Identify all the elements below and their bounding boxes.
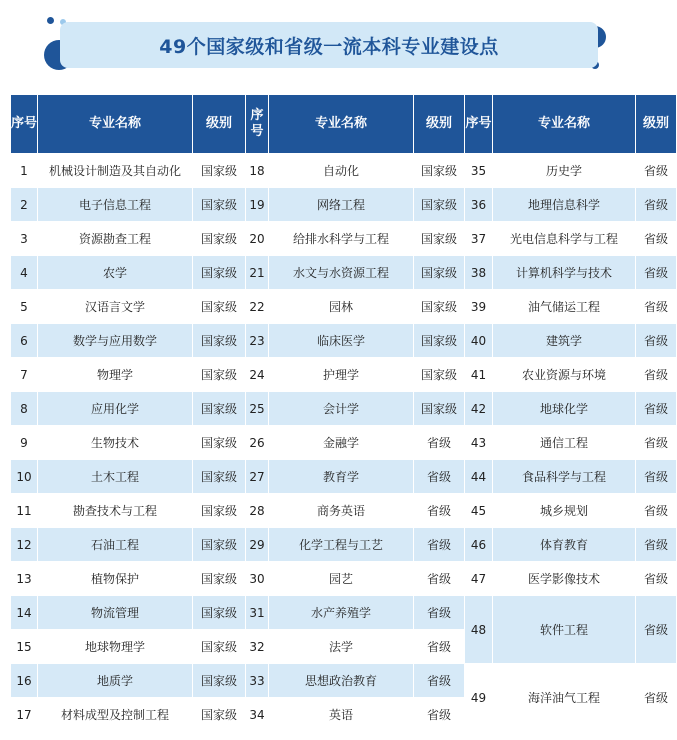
- table-row: [11, 256, 677, 290]
- cell-number: 29: [246, 528, 269, 562]
- cell-number: 33: [246, 664, 269, 698]
- cell-level: 国家级: [193, 494, 246, 528]
- cell-level: 省级: [414, 698, 465, 732]
- cell-major-name: 植物保护: [38, 562, 193, 596]
- cell-number: 18: [246, 154, 269, 188]
- header-no-1: 序号: [11, 95, 38, 154]
- cell-major-name: 临床医学: [269, 324, 414, 358]
- table-row: [11, 596, 677, 630]
- cell-major-name: 物流管理: [38, 596, 193, 630]
- cell-number: 11: [11, 494, 38, 528]
- header-no-3: 序号: [465, 95, 493, 154]
- cell-level: 省级: [636, 154, 677, 188]
- cell-number: 1: [11, 154, 38, 188]
- cell-number: 27: [246, 460, 269, 494]
- cell-level: 国家级: [414, 222, 465, 256]
- cell-level: 省级: [636, 392, 677, 426]
- cell-number: 5: [11, 290, 38, 324]
- cell-major-name: 园艺: [269, 562, 414, 596]
- cell-major-name: 化学工程与工艺: [269, 528, 414, 562]
- table-row: [11, 222, 677, 256]
- cell-level: 国家级: [193, 562, 246, 596]
- cell-level: 国家级: [193, 460, 246, 494]
- table-row: [11, 154, 677, 188]
- cell-level: 国家级: [193, 698, 246, 732]
- cell-level: 国家级: [193, 188, 246, 222]
- cell-level: 省级: [636, 664, 677, 732]
- cell-number: 49: [465, 664, 493, 732]
- cell-level: 省级: [636, 494, 677, 528]
- table-row: [11, 460, 677, 494]
- table-header-row: [11, 95, 677, 154]
- cell-level: 省级: [636, 358, 677, 392]
- cell-major-name: 农业资源与环境: [493, 358, 636, 392]
- cell-level: 国家级: [414, 324, 465, 358]
- cell-major-name: 地球化学: [493, 392, 636, 426]
- cell-number: 41: [465, 358, 493, 392]
- cell-major-name: 汉语言文学: [38, 290, 193, 324]
- cell-number: 24: [246, 358, 269, 392]
- cell-level: 国家级: [414, 154, 465, 188]
- cell-major-name: 土木工程: [38, 460, 193, 494]
- cell-major-name: 资源勘查工程: [38, 222, 193, 256]
- cell-number: 15: [11, 630, 38, 664]
- cell-major-name: 电子信息工程: [38, 188, 193, 222]
- cell-major-name: 通信工程: [493, 426, 636, 460]
- cell-number: 10: [11, 460, 38, 494]
- table-row: [11, 562, 677, 596]
- cell-level: 国家级: [414, 392, 465, 426]
- header-level-1: 级别: [193, 95, 246, 154]
- cell-level: 省级: [414, 630, 465, 664]
- cell-number: 44: [465, 460, 493, 494]
- cell-major-name: 城乡规划: [493, 494, 636, 528]
- cell-level: 国家级: [414, 188, 465, 222]
- header-name-1: 专业名称: [38, 95, 193, 154]
- cell-level: 省级: [414, 460, 465, 494]
- cell-number: 3: [11, 222, 38, 256]
- table-row: [11, 664, 677, 698]
- cell-major-name: 食品科学与工程: [493, 460, 636, 494]
- cell-number: 40: [465, 324, 493, 358]
- table-row: [11, 188, 677, 222]
- cell-number: 12: [11, 528, 38, 562]
- cell-number: 7: [11, 358, 38, 392]
- cell-number: 35: [465, 154, 493, 188]
- cell-major-name: 自动化: [269, 154, 414, 188]
- header-name-2: 专业名称: [269, 95, 414, 154]
- cell-major-name: 材料成型及控制工程: [38, 698, 193, 732]
- cell-level: 省级: [636, 256, 677, 290]
- header-name-3: 专业名称: [493, 95, 636, 154]
- cell-level: 省级: [414, 494, 465, 528]
- cell-major-name: 地球物理学: [38, 630, 193, 664]
- cell-major-name: 软件工程: [493, 596, 636, 664]
- cell-major-name: 海洋油气工程: [493, 664, 636, 732]
- cell-major-name: 数学与应用数学: [38, 324, 193, 358]
- table-row: [11, 528, 677, 562]
- cell-number: 45: [465, 494, 493, 528]
- cell-major-name: 油气储运工程: [493, 290, 636, 324]
- cell-major-name: 医学影像技术: [493, 562, 636, 596]
- cell-level: 省级: [636, 290, 677, 324]
- cell-level: 省级: [636, 426, 677, 460]
- table-row: [11, 494, 677, 528]
- cell-major-name: 思想政治教育: [269, 664, 414, 698]
- cell-level: 省级: [414, 426, 465, 460]
- cell-level: 国家级: [193, 222, 246, 256]
- cell-major-name: 网络工程: [269, 188, 414, 222]
- table-row: [11, 358, 677, 392]
- cell-number: 36: [465, 188, 493, 222]
- cell-number: 38: [465, 256, 493, 290]
- cell-level: 省级: [636, 528, 677, 562]
- cell-level: 国家级: [193, 392, 246, 426]
- cell-major-name: 会计学: [269, 392, 414, 426]
- cell-number: 47: [465, 562, 493, 596]
- cell-number: 25: [246, 392, 269, 426]
- cell-major-name: 金融学: [269, 426, 414, 460]
- cell-level: 国家级: [414, 290, 465, 324]
- cell-level: 省级: [636, 460, 677, 494]
- cell-number: 46: [465, 528, 493, 562]
- cell-major-name: 水产养殖学: [269, 596, 414, 630]
- header-level-3: 级别: [636, 95, 677, 154]
- cell-number: 14: [11, 596, 38, 630]
- cell-level: 国家级: [193, 256, 246, 290]
- cell-level: 国家级: [193, 154, 246, 188]
- cell-level: 国家级: [414, 256, 465, 290]
- cell-number: 37: [465, 222, 493, 256]
- cell-level: 国家级: [414, 358, 465, 392]
- table-row: [11, 426, 677, 460]
- cell-level: 省级: [414, 562, 465, 596]
- cell-major-name: 英语: [269, 698, 414, 732]
- cell-number: 34: [246, 698, 269, 732]
- cell-number: 4: [11, 256, 38, 290]
- cell-level: 省级: [414, 664, 465, 698]
- table-row: [11, 290, 677, 324]
- cell-number: 16: [11, 664, 38, 698]
- table-row: [11, 392, 677, 426]
- cell-major-name: 石油工程: [38, 528, 193, 562]
- cell-level: 国家级: [193, 596, 246, 630]
- cell-level: 国家级: [193, 426, 246, 460]
- cell-level: 省级: [636, 596, 677, 664]
- cell-major-name: 计算机科学与技术: [493, 256, 636, 290]
- cell-major-name: 地理信息科学: [493, 188, 636, 222]
- page-title: 49个国家级和省级一流本科专业建设点: [159, 35, 499, 58]
- cell-number: 43: [465, 426, 493, 460]
- cell-number: 6: [11, 324, 38, 358]
- cell-major-name: 给排水科学与工程: [269, 222, 414, 256]
- cell-major-name: 物理学: [38, 358, 193, 392]
- cell-number: 23: [246, 324, 269, 358]
- cell-major-name: 勘查技术与工程: [38, 494, 193, 528]
- cell-number: 28: [246, 494, 269, 528]
- cell-major-name: 建筑学: [493, 324, 636, 358]
- cell-major-name: 法学: [269, 630, 414, 664]
- cell-level: 国家级: [193, 664, 246, 698]
- cell-number: 8: [11, 392, 38, 426]
- header-no-2: 序号: [246, 95, 269, 154]
- cell-number: 48: [465, 596, 493, 664]
- cell-number: 42: [465, 392, 493, 426]
- title-banner: [60, 22, 598, 68]
- cell-number: 9: [11, 426, 38, 460]
- majors-table: [10, 94, 677, 732]
- cell-level: 省级: [414, 596, 465, 630]
- cell-major-name: 历史学: [493, 154, 636, 188]
- cell-level: 国家级: [193, 324, 246, 358]
- cell-level: 国家级: [193, 358, 246, 392]
- decor-dot-small-left-1: [47, 17, 54, 24]
- cell-major-name: 教育学: [269, 460, 414, 494]
- cell-major-name: 农学: [38, 256, 193, 290]
- cell-level: 省级: [636, 324, 677, 358]
- cell-major-name: 地质学: [38, 664, 193, 698]
- cell-level: 国家级: [193, 290, 246, 324]
- cell-major-name: 商务英语: [269, 494, 414, 528]
- cell-level: 省级: [636, 222, 677, 256]
- cell-number: 20: [246, 222, 269, 256]
- cell-number: 32: [246, 630, 269, 664]
- cell-number: 19: [246, 188, 269, 222]
- cell-number: 21: [246, 256, 269, 290]
- table-row: [11, 324, 677, 358]
- cell-major-name: 水文与水资源工程: [269, 256, 414, 290]
- cell-number: 31: [246, 596, 269, 630]
- cell-major-name: 园林: [269, 290, 414, 324]
- cell-number: 22: [246, 290, 269, 324]
- cell-level: 国家级: [193, 630, 246, 664]
- cell-number: 30: [246, 562, 269, 596]
- cell-major-name: 护理学: [269, 358, 414, 392]
- header-level-2: 级别: [414, 95, 465, 154]
- cell-number: 26: [246, 426, 269, 460]
- cell-number: 17: [11, 698, 38, 732]
- cell-level: 省级: [414, 528, 465, 562]
- cell-major-name: 应用化学: [38, 392, 193, 426]
- cell-major-name: 生物技术: [38, 426, 193, 460]
- cell-level: 国家级: [193, 528, 246, 562]
- cell-major-name: 光电信息科学与工程: [493, 222, 636, 256]
- cell-major-name: 体育教育: [493, 528, 636, 562]
- cell-number: 13: [11, 562, 38, 596]
- cell-major-name: 机械设计制造及其自动化: [38, 154, 193, 188]
- cell-level: 省级: [636, 562, 677, 596]
- cell-level: 省级: [636, 188, 677, 222]
- cell-number: 39: [465, 290, 493, 324]
- cell-number: 2: [11, 188, 38, 222]
